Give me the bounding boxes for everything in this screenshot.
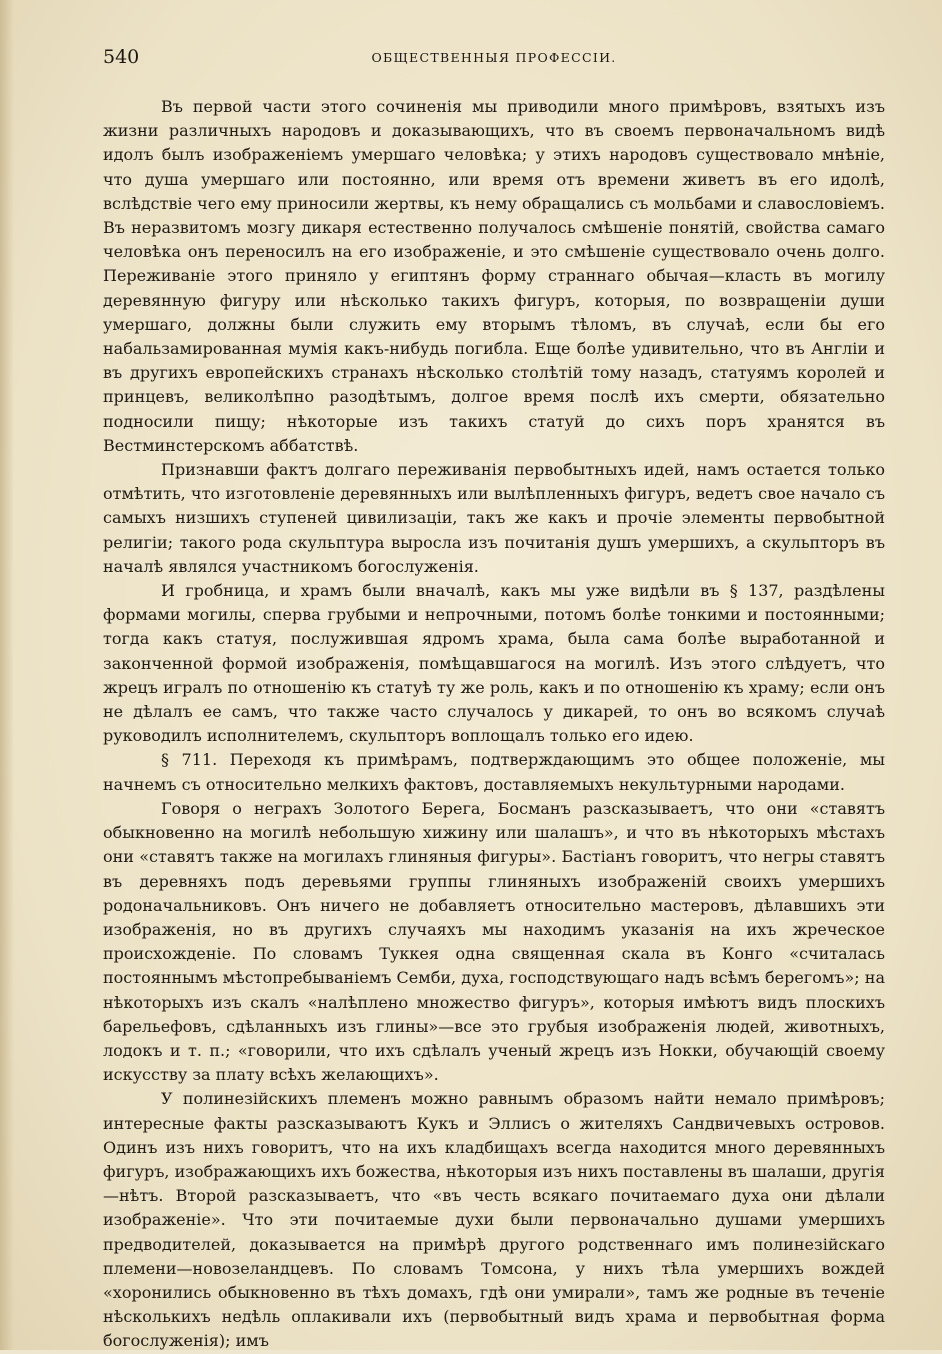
page-number: 540 [103,46,140,68]
paragraph-section-711: § 711. Переходя къ примѣрамъ, подтверждающимъ это общее положеніе, мы начнемъ съ относительно мелкихъ фактовъ, доставляемыхъ некультурными народами. [103,750,885,794]
page-edge-shadow [0,0,14,1350]
paragraph: У полинезійскихъ племенъ можно равнымъ образомъ найти немало примѣровъ; интересные факты разсказываютъ Кукъ и Эллисъ о жителяхъ Сандвичевыхъ островов. Одинъ изъ нихъ говоритъ, что на ихъ кладбищахъ всегда находится много деревянныхъ фигуръ, изображающихъ ихъ божества, нѣкоторыя изъ нихъ поставлены въ шалаши, другія—нѣтъ. Второй разсказываетъ, что «въ честь всякаго почитаемаго духа они дѣлали изображеніе». Что эти почитаемые духи были первоначально душами умершихъ предводителей, доказывается на примѣрѣ другого родственнаго имъ полинезійскаго племени—новозеландцевъ. По словамъ Томсона, у нихъ тѣла умершихъ вождей «хоронились обыкновенно въ тѣхъ домахъ, гдѣ они умирали», тамъ же родные въ теченіе нѣсколькихъ недѣль оплакивали ихъ (первобытный видъ храма и первобытная форма богослуженія); имъ [103,1089,885,1351]
paragraph: Признавши фактъ долгаго переживанія первобытныхъ идей, намъ остается только отмѣтить, что изготовленіе деревянныхъ или вылѣпленныхъ фигуръ, ведетъ свое начало съ самыхъ низшихъ ступеней цивилизаціи, такъ же какъ и прочіе элементы первобытной религіи; такого рода скульптура выросла изъ почитанія душъ умершихъ, а скульпторъ въ началѣ являлся участникомъ богослуженія. [103,460,885,576]
paragraph: Говоря о неграхъ Золотого Берега, Босманъ разсказываетъ, что они «ставятъ обыкновенно на могилѣ небольшую хижину или шалашъ», и что въ нѣкоторыхъ мѣстахъ они «ставятъ также на могилахъ глиняныя фигуры». Бастіанъ говоритъ, что негры ставятъ въ деревняхъ подъ деревьями группы глиняныхъ изображеній своихъ умершихъ родоначальниковъ. Онъ ничего не добавляетъ относительно мастеровъ, дѣлавшихъ эти изображенія, но въ другихъ случаяхъ мы находимъ указанія на ихъ жреческое происхожденіе. По словамъ Туккея одна священная скала въ Конго «считалась постояннымъ мѣстопребываніемъ Семби, духа, господствующаго надъ всѣмъ берегомъ»; на нѣкоторыхъ изъ скалъ «налѣплено множество фигуръ», которыя имѣютъ видъ плоскихъ барельефовъ, сдѣланныхъ изъ глины»—все это грубыя изображенія людей, животныхъ, лодокъ и т. п.; «говорили, что ихъ сдѣлалъ ученый жрецъ изъ Нокки, обучающій своему искусству за плату всѣхъ желающихъ». [103,798,885,1085]
body-text [103,95,885,1354]
running-title: ОБЩЕСТВЕННЫЯ ПРОФЕССІИ. [371,50,617,65]
paragraph: Въ первой части этого сочиненія мы приводили много примѣровъ, взятыхъ изъ жизни различныхъ народовъ и доказывающихъ, что въ своемъ первоначальномъ видѣ идолъ былъ изображеніемъ умершаго человѣка; у этихъ народовъ существовало мнѣніе, что душа умершаго или постоянно, или время отъ времени живетъ въ его идолѣ, вслѣдствіе чего ему приносили жертвы, къ нему обращались съ мольбами и славословіемъ. Въ неразвитомъ мозгу дикаря естественно получалось смѣшеніе понятій, свойства самаго человѣка онъ переносилъ на его изображеніе, и это смѣшеніе существовало очень долго. Переживаніе этого приняло у египтянъ форму страннаго обычая—класть въ могилу деревянную фигуру или нѣсколько такихъ фигуръ, которыя, по возвращеніи души умершаго, должны были служить ему вторымъ тѣломъ, въ случаѣ, если бы его набальзамированная мумія какъ-нибудь погибла. Еще болѣе удивительно, что въ Англіи и въ другихъ европейскихъ странахъ нѣсколько столѣтій тому назадъ, статуямъ королей и принцевъ, великолѣпно разодѣтымъ, долгое время послѣ ихъ смерти, обязательно подносили пищу; нѣкоторые изъ такихъ статуй до сихъ поръ хранятся въ Вестминстерскомъ аббатствѣ. [103,97,885,455]
paragraph: И гробница, и храмъ были вначалѣ, какъ мы уже видѣли въ § 137, раздѣлены формами могилы, сперва грубыми и непрочными, потомъ болѣе тонкими и постоянными; тогда какъ статуя, послужившая ядромъ храма, была сама болѣе выработанной и законченной формой изображенія, помѣщавшагося на могилѣ. Изъ этого слѣдуетъ, что жрецъ игралъ по отношенію къ статуѣ ту же роль, какъ и по отношенію къ храму; если онъ не дѣлалъ ее самъ, что также часто случалось у дикарей, то онъ во всякомъ случаѣ руководилъ исполнителемъ, скульпторъ воплощалъ только его идею. [103,581,885,746]
page-header [103,46,885,74]
